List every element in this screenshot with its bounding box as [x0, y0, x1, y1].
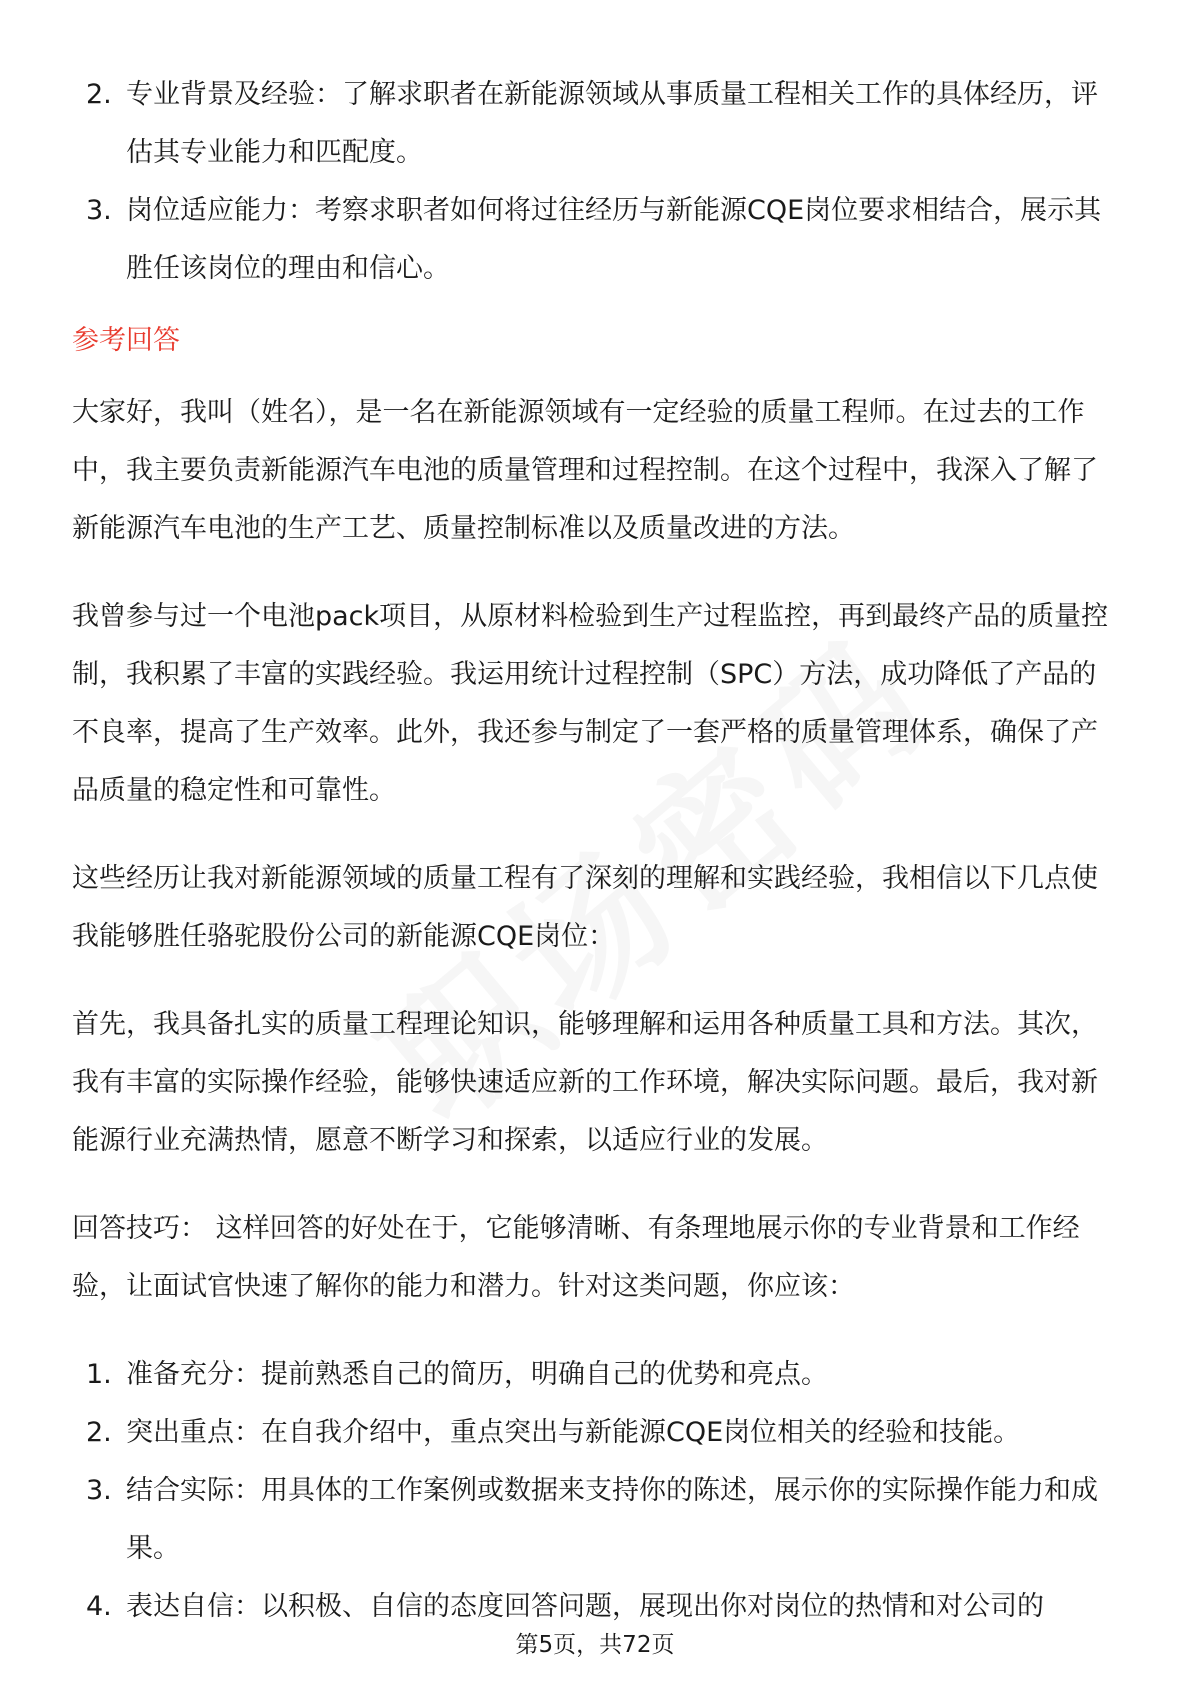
list-number: 2.	[86, 1417, 112, 1448]
paragraph: 这些经历让我对新能源领域的质量工程有了深刻的理解和实践经验，我相信以下几点使我能够胜任骆驼股份公司的新能源CQE岗位：	[72, 863, 1098, 952]
list-item	[72, 182, 1122, 298]
list-item	[72, 1404, 1122, 1462]
list-item	[72, 1346, 1122, 1404]
section-heading: 参考回答	[72, 325, 180, 356]
answer-tips: 回答技巧： 这样回答的好处在于，它能够清晰、有条理地展示你的专业背景和工作经验，让面试官快速了解你的能力和潜力。针对这类问题，你应该：	[72, 1213, 1080, 1302]
list-text: 岗位适应能力：考察求职者如何将过往经历与新能源CQE岗位要求相结合，展示其胜任该岗位的理由和信心。	[126, 195, 1102, 284]
list-number: 3.	[86, 195, 112, 226]
list-number: 3.	[86, 1475, 112, 1506]
page-footer: 第5页，共72页	[515, 1632, 675, 1658]
paragraph: 首先，我具备扎实的质量工程理论知识，能够理解和运用各种质量工具和方法。其次，我有丰富的实际操作经验，能够快速适应新的工作环境，解决实际问题。最后，我对新能源行业充满热情，愿意不断学习和探索，以适应行业的发展。	[72, 1009, 1098, 1156]
list-text: 突出重点：在自我介绍中，重点突出与新能源CQE岗位相关的经验和技能。	[126, 1417, 1021, 1448]
paragraph: 我曾参与过一个电池pack项目，从原材料检验到生产过程监控，再到最终产品的质量控制，我积累了丰富的实践经验。我运用统计过程控制（SPC）方法，成功降低了产品的不良率，提高了生产效率。此外，我还参与制定了一套严格的质量管理体系，确保了产品质量的稳定性和可靠性。	[72, 601, 1109, 806]
list-item	[72, 66, 1122, 182]
list-item	[72, 1462, 1122, 1578]
tips-list	[72, 1346, 1122, 1636]
list-number: 2.	[86, 79, 112, 110]
paragraph: 大家好，我叫（姓名），是一名在新能源领域有一定经验的质量工程师。在过去的工作中，我主要负责新能源汽车电池的质量管理和过程控制。在这个过程中，我深入了解了新能源汽车电池的生产工艺、质量控制标准以及质量改进的方法。	[72, 397, 1098, 544]
content	[72, 66, 1122, 1636]
list-text: 专业背景及经验：了解求职者在新能源领域从事质量工程相关工作的具体经历，评估其专业能力和匹配度。	[126, 79, 1098, 168]
list-text: 准备充分：提前熟悉自己的简历，明确自己的优势和亮点。	[126, 1359, 828, 1390]
list-text: 表达自信：以积极、自信的态度回答问题，展现出你对岗位的热情和对公司的	[126, 1591, 1044, 1622]
list-number: 4.	[86, 1591, 112, 1622]
list-text: 结合实际：用具体的工作案例或数据来支持你的陈述，展示你的实际操作能力和成果。	[126, 1475, 1098, 1564]
evaluation-list	[72, 66, 1122, 298]
list-number: 1.	[86, 1359, 112, 1390]
